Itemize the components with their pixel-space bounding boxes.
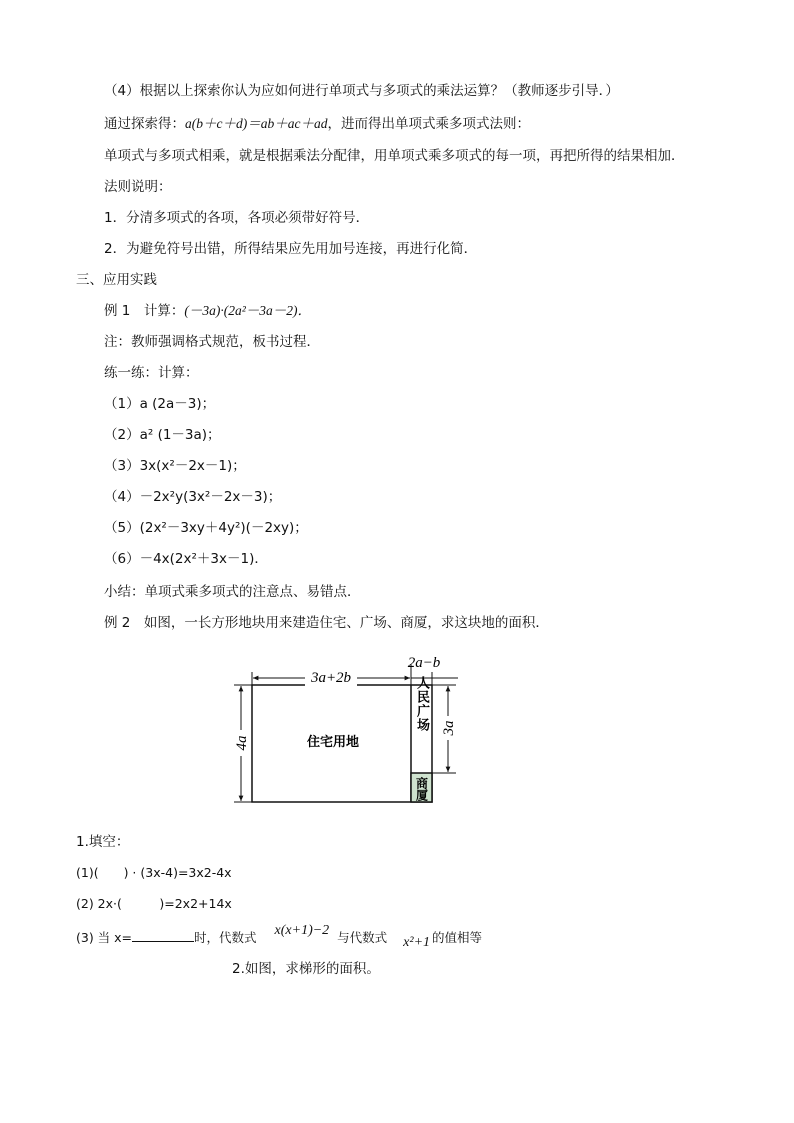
expression-2: x²+1	[403, 935, 431, 950]
fill-blank-2: (2) 2x·( )=2x2+14x	[76, 896, 232, 911]
example-1-expression: (－3a)·(2a²－3a－2)．	[184, 303, 312, 318]
example-1-prefix: 例 1 计算：	[104, 303, 185, 319]
fill-blank-3-suffix: 的值相等	[432, 930, 483, 945]
distributive-formula: a(b＋c＋d)＝ab＋ac＋ad	[185, 116, 328, 131]
rule-note-2: 2．为避免符号出错，所得结果应先用加号连接，再进行化简．	[104, 241, 478, 257]
practice-item-3: （3）3x(x²－2x－1)；	[104, 458, 246, 474]
fill-blank-title: 1.填空：	[76, 834, 130, 850]
mall-label: 商厦	[414, 777, 429, 801]
answer-blank[interactable]	[132, 928, 194, 942]
practice-item-5: （5）(2x²－3xy＋4y²)(－2xy)；	[104, 520, 308, 536]
trapezoid-question: 2.如图，求梯形的面积。	[232, 961, 380, 977]
fill-blank-3-mid: 时，代数式	[194, 930, 257, 945]
summary: 小结：单项式乘多项式的注意点、易错点．	[104, 584, 361, 600]
practice-item-1: （1）a (2a－3)；	[104, 396, 216, 412]
top-width-label: 3a+2b	[310, 670, 352, 686]
practice-item-4: （4）－2x²y(3x²－2x－3)；	[104, 489, 282, 505]
right-width-label: 2a−b	[407, 655, 441, 671]
text-line-2	[104, 115, 530, 133]
expression-1: x(x+1)−2	[274, 923, 330, 938]
text-line-1: （4）根据以上探索你认为应如何进行单项式与多项式的乘法运算？（教师逐步引导．）	[104, 83, 619, 99]
practice-title: 练一练：计算：	[104, 365, 199, 381]
fill-blank-3-connector: 与代数式	[337, 930, 388, 945]
practice-item-2: （2）a² (1－3a)；	[104, 427, 221, 443]
left-height-label: 4a	[234, 735, 250, 751]
teacher-note: 注：教师强调格式规范，板书过程．	[104, 334, 320, 350]
residential-label: 住宅用地	[306, 735, 360, 750]
land-plot-figure	[0, 640, 794, 820]
text-line-2-prefix: 通过探索得：	[104, 116, 185, 132]
plaza-label: 人民广场	[414, 676, 429, 732]
fill-blank-1: (1)( ) · (3x-4)=3x2-4x	[76, 865, 232, 880]
rule-explanation-title: 法则说明：	[104, 179, 172, 195]
right-height-label: 3a	[441, 720, 457, 736]
text-line-2-suffix: ，进而得出单项式乘多项式法则：	[327, 116, 530, 132]
section-heading: 三、应用实践	[76, 272, 157, 288]
rule-note-1: 1．分清多项式的各项，各项必须带好符号．	[104, 210, 370, 226]
example-2: 例 2 如图，一长方形地块用来建造住宅、广场、商厦，求这块地的面积．	[104, 615, 549, 631]
rule-statement: 单项式与多项式相乘，就是根据乘法分配律，用单项式乘多项式的每一项，再把所得的结果相加．	[104, 148, 685, 164]
practice-item-6: （6）－4x(2x²＋3x－1)．	[104, 551, 268, 567]
fill-blank-3	[76, 923, 483, 950]
fill-blank-3-prefix: (3) 当 x=	[76, 930, 133, 945]
example-1	[104, 302, 311, 320]
